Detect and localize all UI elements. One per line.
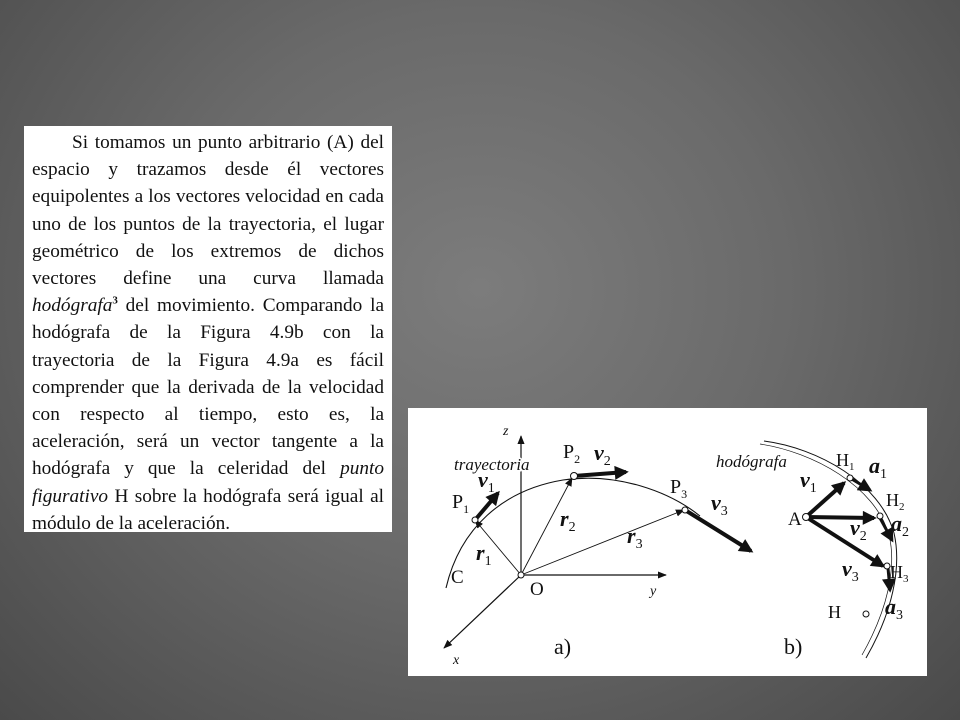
hodo-velocity-v3-label: $v_3$: [842, 556, 859, 585]
velocity-v3-label: $v_3$: [711, 490, 728, 519]
point-h2-label: $H_2$: [886, 490, 905, 513]
trajectory-label: trayectoria: [454, 455, 530, 474]
curve-c-label: C: [451, 567, 464, 588]
point-h2-marker: [877, 513, 883, 519]
figure-panel: [408, 408, 927, 676]
axis-x-label: x: [453, 653, 460, 668]
figure-b: [716, 441, 909, 659]
caption-b: b): [784, 634, 803, 659]
point-h-label: H: [828, 602, 841, 622]
paragraph-part3: H sobre la hodógrafa será igual al módulo de la aceleración.: [32, 485, 384, 534]
radius-r3-label: $r_3$: [627, 523, 643, 552]
hodo-velocity-v2-label: $v_2$: [850, 515, 867, 544]
point-h-marker: [863, 611, 869, 617]
caption-a: a): [554, 634, 572, 659]
hodo-velocity-vector-2: [806, 517, 874, 518]
point-p1-label: $P_1$: [452, 491, 470, 516]
term-punto-figurativo: punto figurativo: [32, 458, 384, 507]
acceleration-a2-label: $a_2$: [891, 511, 909, 540]
velocity-v1-label: $v_1$: [478, 467, 495, 496]
point-p3-marker: [682, 507, 688, 513]
text-panel: [24, 126, 392, 532]
velocity-v2-label: $v_2$: [594, 440, 611, 469]
point-h1-label: $H_1$: [836, 450, 855, 473]
figure-a: [444, 424, 751, 668]
acceleration-a3-label: $a_3$: [885, 594, 903, 623]
acceleration-a1-label: $a_1$: [869, 453, 887, 482]
hodograph-label: hodógrafa: [716, 452, 787, 471]
radius-vector-3: [521, 510, 684, 575]
figure-diagram: [408, 408, 927, 676]
point-p3-label: $P_3$: [670, 476, 688, 501]
body-paragraph: [32, 129, 384, 537]
origin-a-marker: [803, 514, 810, 521]
paragraph-part2: del movimiento. Comparando la hodógrafa de la Figura 4.9b con la trayectoria de la Figura 4.9a es fácil comprender que la derivada de la velocidad con respecto al tiempo, esto es, la aceleración, será un vector tangente a la hodógrafa y que la celeridad del: [32, 295, 384, 480]
term-hodografa: hodógrafa: [32, 295, 113, 317]
velocity-vector-3: [685, 510, 751, 551]
point-h1-marker: [847, 475, 853, 481]
axis-z-label: z: [503, 424, 509, 439]
axis-y-label: y: [650, 584, 657, 599]
point-p2-marker: [571, 473, 578, 480]
radius-r1-label: $r_1$: [476, 540, 492, 569]
footnote-marker: 3: [112, 294, 118, 307]
point-h3-label: $H_3$: [890, 562, 909, 585]
radius-r2-label: $r_2$: [560, 506, 576, 535]
point-p1-marker: [472, 517, 478, 523]
paragraph-part1: Si tomamos un punto arbitrario (A) del espacio y trazamos desde él vectores equipolentes a los vectores velocidad en cada uno de los puntos de la trayectoria, el lugar geométrico de los extremos de dichos vectores define una curva llamada: [32, 132, 384, 290]
origin-marker: [518, 572, 524, 578]
hodo-velocity-v1-label: $v_1$: [800, 467, 817, 496]
point-p2-label: $P_2$: [563, 441, 581, 466]
velocity-vector-2: [574, 472, 626, 476]
origin-label: O: [530, 579, 544, 600]
origin-a-label: A: [788, 509, 802, 530]
